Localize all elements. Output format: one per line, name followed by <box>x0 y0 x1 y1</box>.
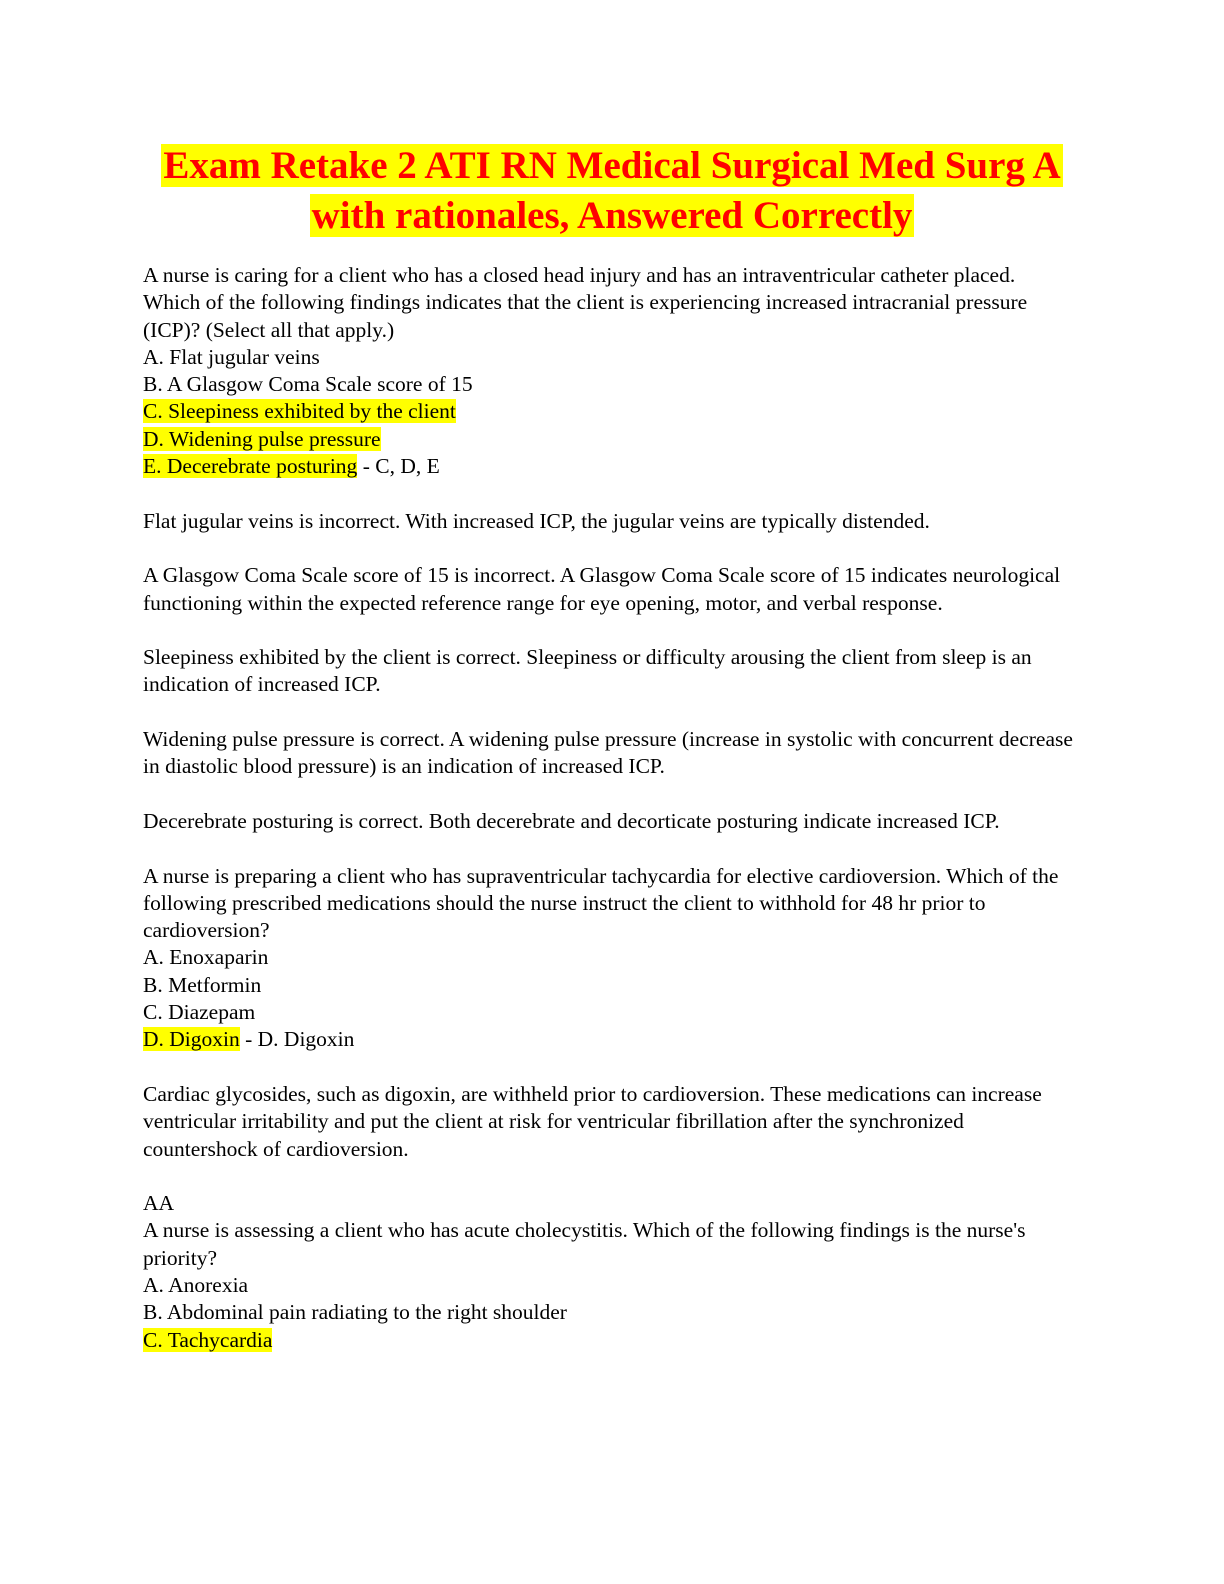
question-1-option-b: B. A Glasgow Coma Scale score of 15 <box>143 372 473 397</box>
question-2-option-d: D. Digoxin <box>143 1027 240 1052</box>
question-1-rationale-e: Decerebrate posturing is correct. Both decerebrate and decorticate posturing indicate increased ICP. <box>143 808 1000 833</box>
question-1-answer: - C, D, E <box>357 454 440 479</box>
question-3-stem: A nurse is assessing a client who has acute cholecystitis. Which of the following findings is the nurse's priority? <box>143 1218 1026 1270</box>
question-3-option-c: C. Tachycardia <box>143 1327 273 1352</box>
question-1-option-d: D. Widening pulse pressure <box>143 426 381 451</box>
question-2-option-b: B. Metformin <box>143 972 262 997</box>
question-1-option-e: E. Decerebrate posturing <box>143 454 358 479</box>
title-line-1: Exam Retake 2 ATI RN Medical Surgical Med Surg A <box>163 144 1061 187</box>
document-title <box>0 141 1224 241</box>
question-3-option-b: B. Abdominal pain radiating to the right shoulder <box>143 1300 567 1325</box>
question-2 <box>143 863 1073 1054</box>
question-2-option-a: A. Enoxaparin <box>143 945 269 970</box>
question-1-stem: A nurse is caring for a client who has a closed head injury and has an intraventricular catheter placed. Which of the following findings indicates that the client is experiencing increased intracranial pressure (ICP)? (Select all that apply.) <box>143 263 1028 342</box>
document-body <box>143 262 1073 1354</box>
question-1 <box>143 262 1073 480</box>
question-1-rationale-c: Sleepiness exhibited by the client is correct. Sleepiness or difficulty arousing the client from sleep is an indication of increased ICP. <box>143 645 1032 697</box>
question-2-rationale: Cardiac glycosides, such as digoxin, are withheld prior to cardioversion. These medications can increase ventricular irritability and put the client at risk for ventricular fibrillation after the synchronized countershock of cardioversion. <box>143 1081 1042 1161</box>
question-1-option-c: C. Sleepiness exhibited by the client <box>143 399 456 424</box>
question-1-rationale-d: Widening pulse pressure is correct. A widening pulse pressure (increase in systolic with concurrent decrease in diastolic blood pressure) is an indication of increased ICP. <box>143 727 1073 779</box>
title-line-2: with rationales, Answered Correctly <box>311 194 913 237</box>
question-3-option-a: A. Anorexia <box>143 1272 249 1297</box>
question-3 <box>143 1190 1073 1354</box>
question-2-stem: A nurse is preparing a client who has supraventricular tachycardia for elective cardioversion. Which of the following prescribed medications should the nurse instruct the client to withhold for 48 hr prior to cardioversion? <box>143 863 1059 943</box>
question-1-option-a: A. Flat jugular veins <box>143 344 320 369</box>
question-2-option-c: C. Diazepam <box>143 1000 256 1025</box>
question-1-rationale-b: A Glasgow Coma Scale score of 15 is incorrect. A Glasgow Coma Scale score of 15 indicates neurological functioning within the expected reference range for eye opening, motor, and verbal response. <box>143 563 1061 615</box>
question-2-answer: - D. Digoxin <box>239 1027 355 1052</box>
question-1-rationale-a: Flat jugular veins is incorrect. With increased ICP, the jugular veins are typically distended. <box>143 508 930 533</box>
question-3-label: AA <box>143 1191 175 1216</box>
